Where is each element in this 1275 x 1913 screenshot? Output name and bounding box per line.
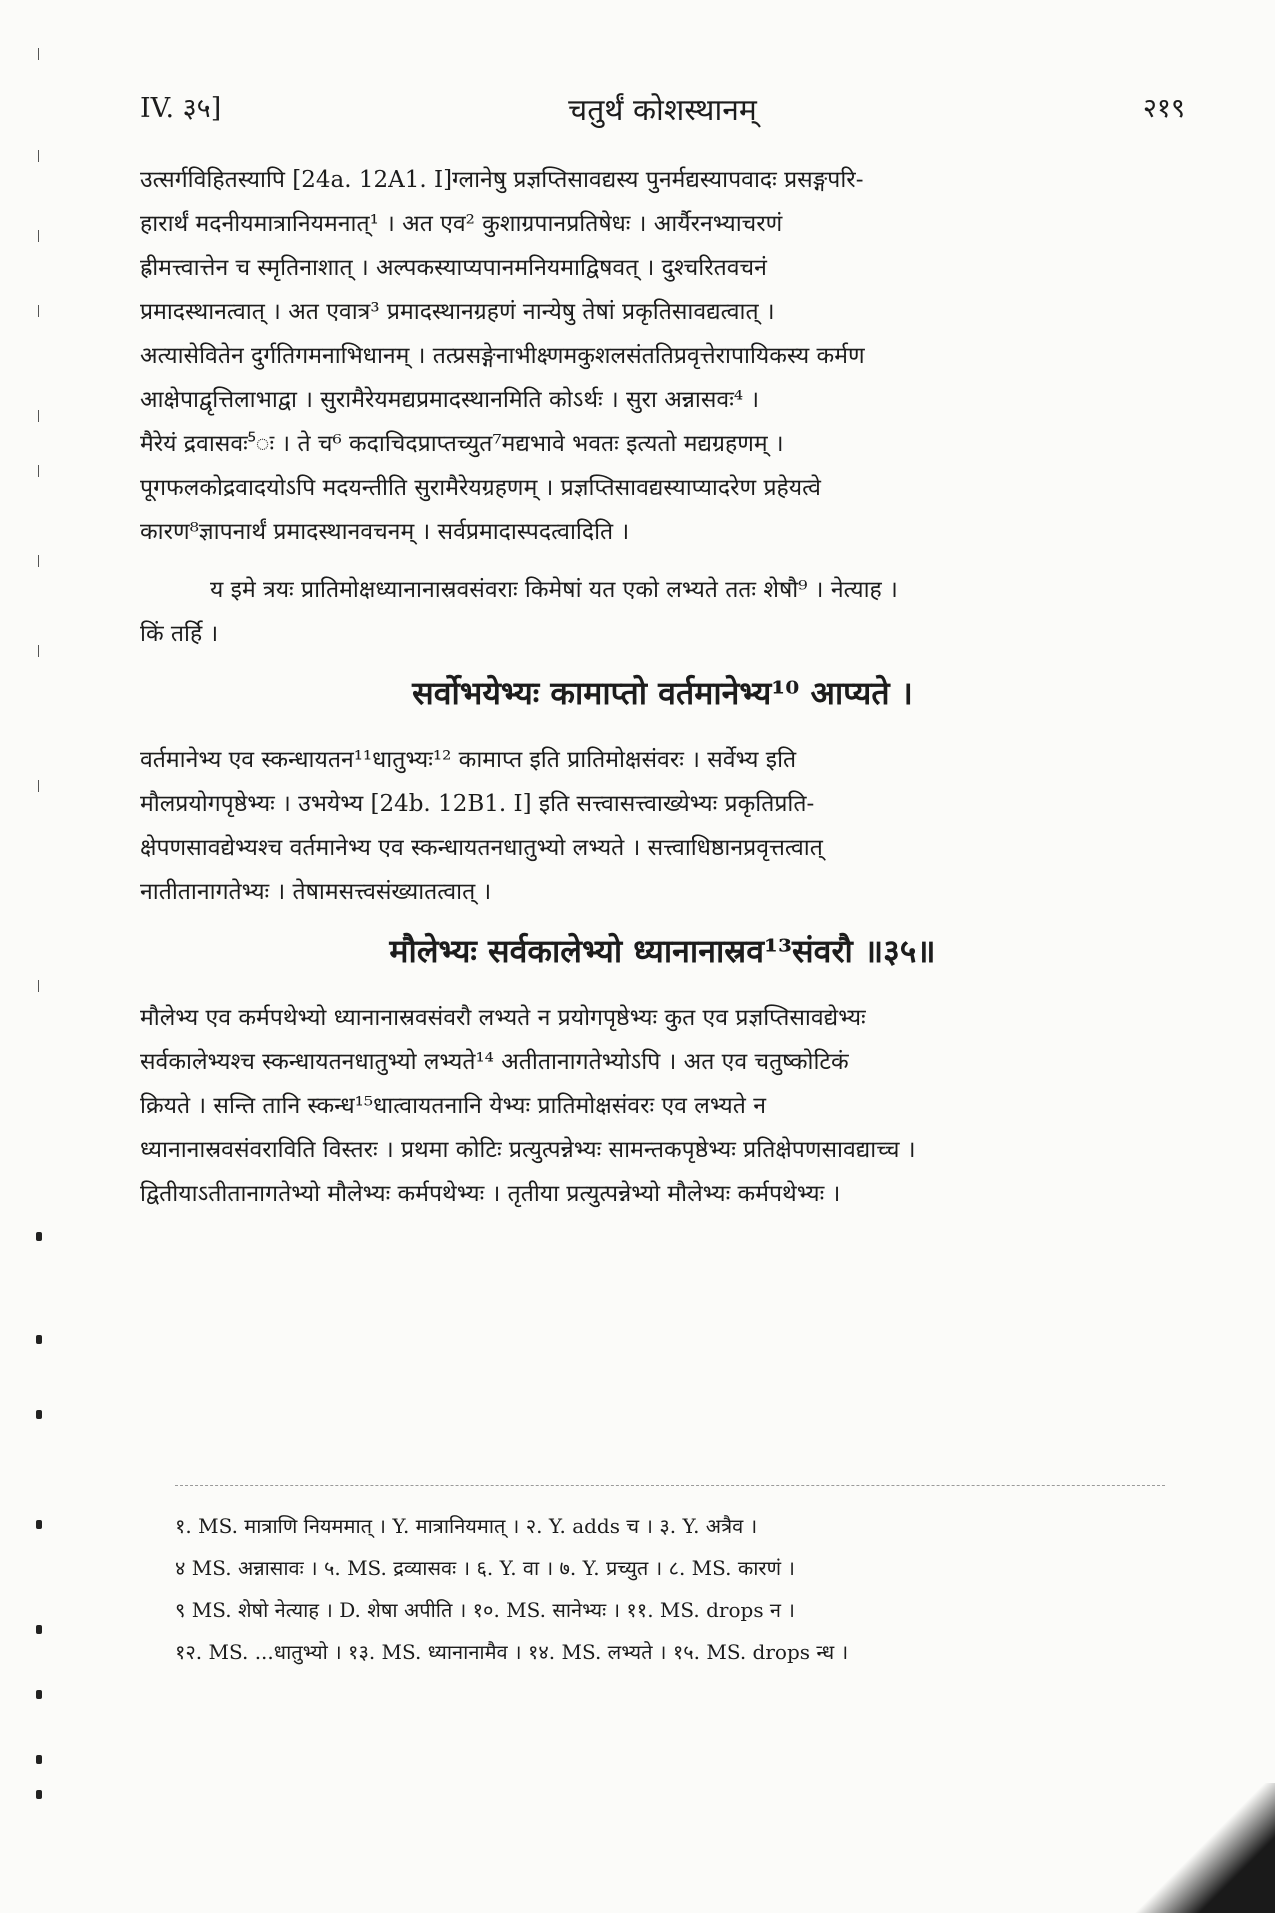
scan-mark [38,555,39,567]
running-header [140,88,1185,128]
scan-mark [38,465,39,477]
text-line: प्रमादस्थानत्वात् । अत एवात्र³ प्रमादस्थानग्रहणं नान्येषु तेषां प्रकृतिसावद्यत्वात् । [140,299,775,325]
scan-mark [38,150,39,162]
scan-mark [36,1755,42,1764]
footnote-line: ९ MS. शेषो नेत्याह । D. शेषा अपीति । १०. MS. सानेभ्यः । ११. MS. drops न । [175,1598,795,1622]
page-body [140,158,1185,1216]
footnote-divider [175,1485,1165,1486]
scan-mark [38,305,39,317]
scan-mark [36,1232,42,1241]
scan-mark [36,1335,42,1344]
scan-mark [36,1410,42,1419]
text-line: ध्यानानास्रवसंवराविति विस्तरः । प्रथमा कोटिः प्रत्युत्पन्नेभ्यः सामन्तकपृष्ठेभ्यः प्रतिक्षेपणसावद्याच्च । [140,1137,916,1163]
text-line: वर्तमानेभ्य एव स्कन्धायतन¹¹धातुभ्यः¹² कामाप्त इति प्रातिमोक्षसंवरः । सर्वेभ्य इति [140,747,797,773]
text-line: अत्यासेवितेन दुर्गतिगमनाभिधानम् । तत्प्रसङ्गेनाभीक्ष्णमकुशलसंततिप्रवृत्तेरापायिकस्य कर्मण [140,343,865,369]
page-number: २१९ [1142,93,1185,124]
text-line: द्वितीयाऽतीतानागतेभ्यो मौलेभ्यः कर्मपथेभ्यः । तृतीया प्रत्युत्पन्नेभ्यो मौलेभ्यः कर्मपथेभ्यः । [140,1181,841,1207]
page-corner-shadow [1135,1783,1275,1913]
chapter-verse-ref: IV. ३५] [140,93,222,124]
text-line: कारण⁸ज्ञापनार्थं प्रमादस्थानवचनम् । सर्वप्रमादास्पदत्वादिति । [140,519,630,545]
scan-mark [36,1520,42,1529]
scan-mark [38,48,39,60]
text-line: ह्रीमत्त्वात्तेन च स्मृतिनाशात् । अल्पकस्याप्यपानमनियमाद्विषवत् । दुश्चरितवचनं [140,255,767,281]
footnote-line: १२. MS. ...धातुभ्यो । १३. MS. ध्यानानामैव । १४. MS. लभ्यते । १५. MS. drops न्ध । [175,1640,849,1664]
scan-mark [38,645,39,657]
text-line: क्रियते । सन्ति तानि स्कन्ध¹⁵धात्वायतनानि येभ्यः प्रातिमोक्षसंवरः एव लभ्यते न [140,1093,766,1119]
commentary-paragraph-3 [140,738,1185,914]
text-line: मैरेयं द्रवासवः⁵ः । ते च⁶ कदाचिदप्राप्तच्युत⁷मद्यभावे भवतः इत्यतो मद्यग्रहणम् । [140,431,784,457]
commentary-paragraph-2 [140,568,1185,656]
footnotes [175,1505,1185,1673]
text-line: मौलप्रयोगपृष्ठेभ्यः । उभयेभ्य [24b. 12B1. I] इति सत्त्वासत्त्वाख्येभ्यः प्रकृतिप्रति- [140,791,815,817]
text-line: आक्षेपाद्वृत्तिलाभाद्वा । सुरामैरेयमद्यप्रमादस्थानमिति कोऽर्थः । सुरा अन्नासवः⁴ । [140,387,760,413]
scan-mark [38,780,39,792]
text-line: उत्सर्गविहितस्यापि [24a. 12A1. I]ग्लानेषु प्रज्ञप्तिसावद्यस्य पुनर्मद्यस्यापवादः प्रसङ्गपरि- [140,167,864,193]
scan-mark [38,230,39,242]
running-title: चतुर्थं कोशस्थानम् [568,93,757,128]
scan-mark [36,1790,42,1799]
scan-mark [36,1690,42,1699]
scan-mark [36,1625,42,1634]
text-line: य इमे त्रयः प्रातिमोक्षध्यानानास्रवसंवराः किमेषां यत एको लभ्यते ततः शेषौ⁹ । नेत्याह । [210,577,898,603]
commentary-paragraph-1 [140,158,1185,554]
scan-mark [38,410,39,422]
text-line: किं तर्हि । [140,621,219,647]
karika-verse-2: मौलेभ्यः सर्वकालेभ्यो ध्यानानास्रव¹³संवरौ ॥३५॥ [389,932,936,970]
footnote-line: १. MS. मात्राणि नियममात् । Y. मात्रानियमात् । २. Y. adds च । ३. Y. अत्रैव । [175,1514,758,1538]
text-line: हारार्थं मदनीयमात्रानियमनात्¹ । अत एव² कुशाग्रपानप्रतिषेधः । आर्यैरनभ्याचरणं [140,211,783,237]
karika-verse-1: सर्वोभयेभ्यः कामाप्तो वर्तमानेभ्य¹⁰ आप्यते । [412,674,913,712]
text-line: सर्वकालेभ्यश्च स्कन्धायतनधातुभ्यो लभ्यते¹⁴ अतीतानागतेभ्योऽपि । अत एव चतुष्कोटिकं [140,1049,849,1075]
footnote-line: ४ MS. अन्नासावः । ५. MS. द्रव्यासवः । ६. Y. वा । ७. Y. प्रच्युत । ८. MS. कारणं । [175,1556,795,1580]
scan-mark [38,980,39,992]
text-line: पूगफलकोद्रवादयोऽपि मदयन्तीति सुरामैरेयग्रहणम् । प्रज्ञप्तिसावद्यस्याप्यादरेण प्रहेयत्वे [140,475,821,501]
text-line: नातीतानागतेभ्यः । तेषामसत्त्वसंख्यातत्वात् । [140,879,492,905]
commentary-paragraph-4 [140,996,1185,1216]
text-line: मौलेभ्य एव कर्मपथेभ्यो ध्यानानास्रवसंवरौ लभ्यते न प्रयोगपृष्ठेभ्यः कुत एव प्रज्ञप्तिसावद्येभ्यः [140,1005,866,1031]
text-line: क्षेपणसावद्येभ्यश्च वर्तमानेभ्य एव स्कन्धायतनधातुभ्यो लभ्यते । सत्त्वाधिष्ठानप्रवृत्तत्वात् [140,835,823,861]
